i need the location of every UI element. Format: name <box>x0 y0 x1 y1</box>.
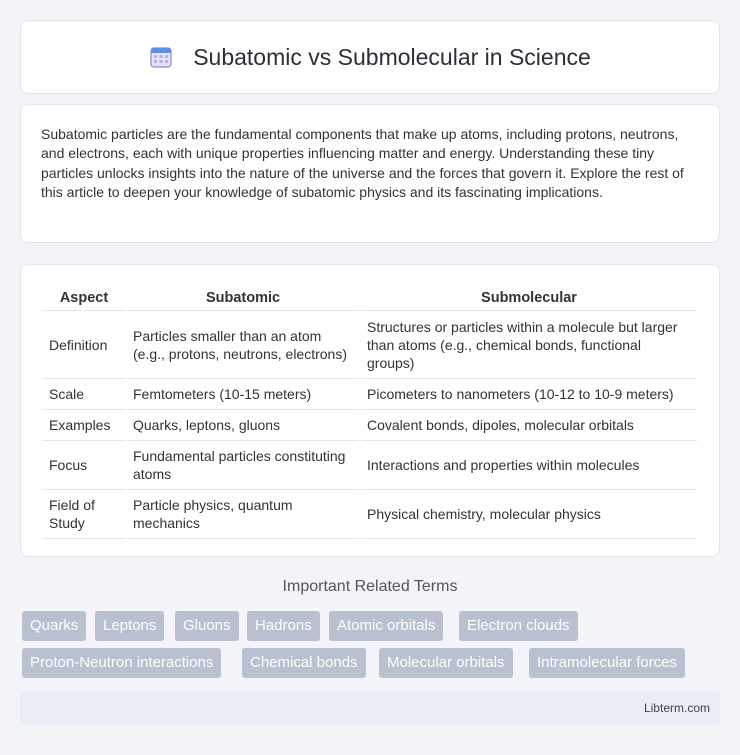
calendar-icon <box>149 45 173 69</box>
table-header-row <box>43 285 697 311</box>
cell-submolecular: Structures or particles within a molecule but larger than atoms (e.g., chemical bonds, functional groups) <box>361 311 697 379</box>
comparison-table <box>41 285 699 539</box>
cell-aspect: Definition <box>43 311 125 379</box>
cell-subatomic: Femtometers (10-15 meters) <box>127 379 359 410</box>
header-aspect: Aspect <box>43 285 125 311</box>
intro-card <box>20 104 720 243</box>
table-row <box>43 441 697 490</box>
cell-aspect: Scale <box>43 379 125 410</box>
cell-subatomic: Fundamental particles constituting atoms <box>127 441 359 490</box>
page-title: Subatomic vs Submolecular in Science <box>193 43 591 70</box>
cell-submolecular: Interactions and properties within molecules <box>361 441 697 490</box>
table-row <box>43 490 697 539</box>
table-row <box>43 410 697 441</box>
cell-subatomic: Particles smaller than an atom (e.g., protons, neutrons, electrons) <box>127 311 359 379</box>
footer <box>20 691 720 725</box>
tag-quarks[interactable]: Quarks <box>22 611 86 641</box>
table-row <box>43 311 697 379</box>
cell-submolecular: Covalent bonds, dipoles, molecular orbitals <box>361 410 697 441</box>
cell-subatomic: Quarks, leptons, gluons <box>127 410 359 441</box>
header-card <box>20 20 720 94</box>
tag-gluons[interactable]: Gluons <box>175 611 239 641</box>
cell-aspect: Focus <box>43 441 125 490</box>
cell-submolecular: Physical chemistry, molecular physics <box>361 490 697 539</box>
header-submolecular: Submolecular <box>361 285 697 311</box>
tag-hadrons[interactable]: Hadrons <box>247 611 320 641</box>
footer-site-link[interactable]: Libterm.com <box>643 701 710 715</box>
tag-chemical-bonds[interactable]: Chemical bonds <box>242 648 366 678</box>
tag-atomic-orbitals[interactable]: Atomic orbitals <box>329 611 443 641</box>
cell-submolecular: Picometers to nanometers (10-12 to 10-9 meters) <box>361 379 697 410</box>
cell-subatomic: Particle physics, quantum mechanics <box>127 490 359 539</box>
tag-leptons[interactable]: Leptons <box>95 611 164 641</box>
tag-intramolecular-forces[interactable]: Intramolecular forces <box>529 648 685 678</box>
cell-aspect: Examples <box>43 410 125 441</box>
tag-electron-clouds[interactable]: Electron clouds <box>459 611 578 641</box>
table-row <box>43 379 697 410</box>
related-terms-title: Important Related Terms <box>282 578 458 595</box>
header-subatomic: Subatomic <box>127 285 359 311</box>
intro-text: Subatomic particles are the fundamental components that make up atoms, including protons, neutrons, and electrons, each with unique properties influencing matter and energy. Understanding these tiny particles unlocks insights into the nature of the universe and the forces that govern it. Explore the rest of this article to deepen your knowledge of subatomic physics and its fascinating implications. <box>41 126 684 201</box>
tag-proton-neutron-interactions[interactable]: Proton-Neutron interactions <box>22 648 221 678</box>
comparison-table-card <box>20 264 720 557</box>
tag-molecular-orbitals[interactable]: Molecular orbitals <box>379 648 513 678</box>
cell-aspect: Field of Study <box>43 490 125 539</box>
